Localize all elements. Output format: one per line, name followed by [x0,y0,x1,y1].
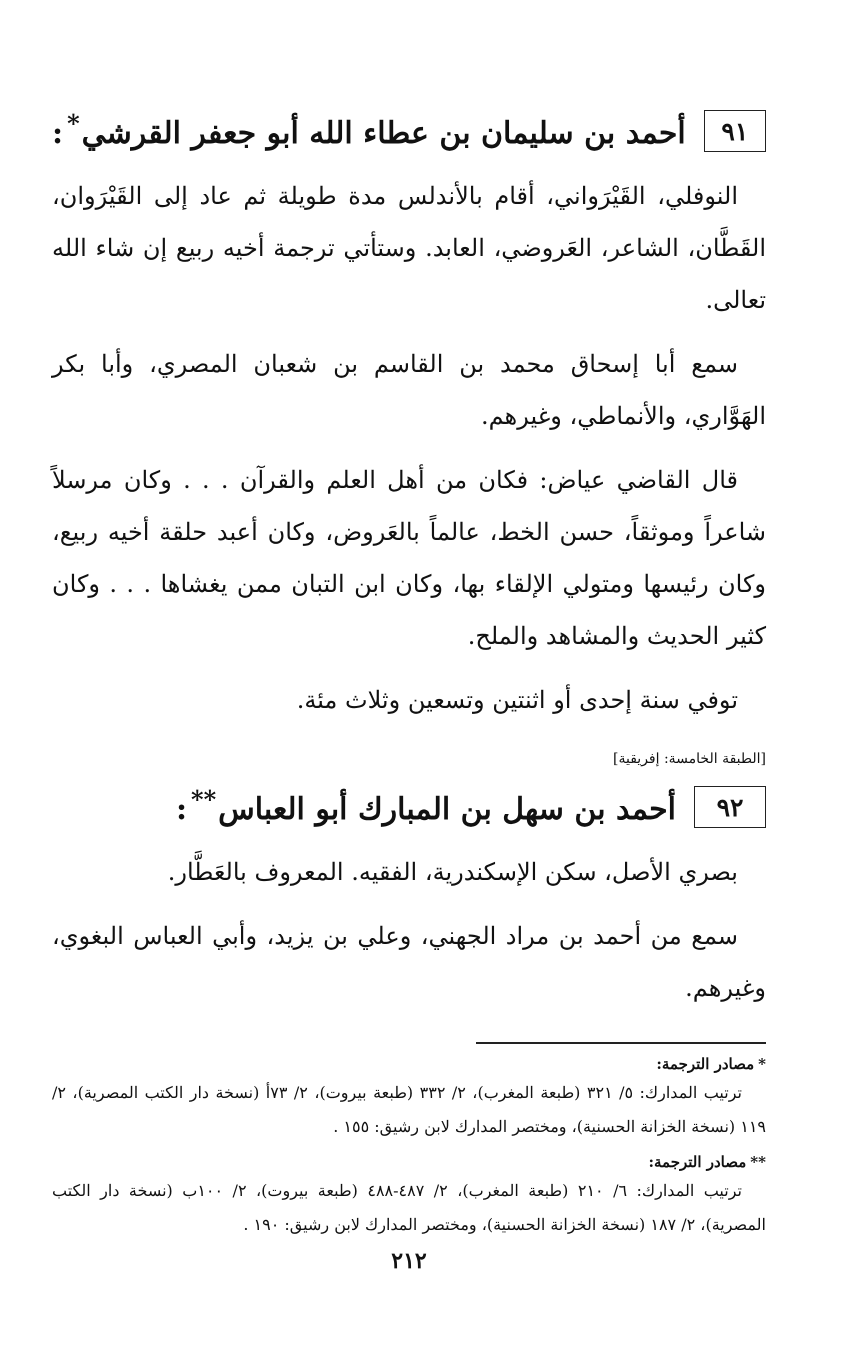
entry-91-header [52,110,766,152]
footnote-2-heading [52,1150,766,1174]
entry-title [52,110,686,152]
entry-91-paragraph-3: قال القاضي عياض: فكان من أهل العلم والقرآن . . . وكان مرسلاً شاعراً وموثقاً، حسن الخط، عالماً بالعَروض، وكان أعبد حلقة أخيه ربيع، وكان رئيسها ومتولي الإلقاء بها، وكان ابن التبان ممن يغشاها . . . وكان كثير الحديث والمشاهد والملح. [52,466,766,650]
entry-92-header [52,786,766,828]
footnote-marker: ** [191,785,217,814]
footnote-1-stars: * [758,1055,766,1073]
title-colon: : [52,116,64,151]
entry-title [176,786,676,828]
footnote-1-text: ترتيب المدارك: ٥/ ٣٢١ (طبعة المغرب)، ٢/ ٣٣٢ (طبعة بيروت)، ٢/ ٧٣أ (نسخة دار الكتب المصرية)، ٢/ ١١٩ (نسخة الخزانة الحسنية)، ومختصر المدارك لابن رشيق: ١٥٥ . [52,1083,766,1136]
tabaqa-note: [الطبقة الخامسة: إفريقية] [613,751,766,767]
entry-number-box: ٩١ [704,110,766,152]
footnote-2-heading-text: مصادر الترجمة: [648,1153,747,1171]
footnote-divider [476,1042,766,1044]
entry-91-paragraph-2: سمع أبا إسحاق محمد بن القاسم بن شعبان المصري، وأبا بكر الهَوَّاري، والأنماطي، وغيرهم. [52,350,766,430]
footnote-marker: * [67,109,80,138]
entry-92-paragraph-2: سمع من أحمد بن مراد الجهني، وعلي بن يزيد، وأبي العباس البغوي، وغيرهم. [52,922,766,1002]
footnote-2-stars: ** [750,1153,766,1171]
entry-91-paragraph-4: توفي سنة إحدى أو اثنتين وتسعين وثلاث مئة. [296,686,738,714]
entry-91-paragraph-1: النوفلي، القَيْرَواني، أقام بالأندلس مدة طويلة ثم عاد إلى القَيْرَوان، القَطَّان، الشاعر، العَروضي، العابد. وستأتي ترجمة أخيه ربيع إن شاء الله تعالى. [52,182,766,314]
entry-title-text: أحمد بن سهل بن المبارك أبو العباس [218,792,676,827]
footnote-1-heading-text: مصادر الترجمة: [656,1055,755,1073]
page-number: ٢١٢ [391,1248,427,1274]
book-page [52,110,766,1350]
entry-92-paragraph-1: بصري الأصل، سكن الإسكندرية، الفقيه. المعروف بالعَطَّار. [167,858,738,886]
footnote-2-text: ترتيب المدارك: ٦/ ٢١٠ (طبعة المغرب)، ٢/ ٤٨٧-٤٨٨ (طبعة بيروت)، ٢/ ١٠٠ب (نسخة دار الكتب المصرية)، ٢/ ١٨٧ (نسخة الخزانة الحسنية)، ومختصر المدارك لابن رشيق: ١٩٠ . [52,1181,766,1234]
entry-number-box: ٩٢ [694,786,766,828]
footnote-1-heading [52,1052,766,1076]
entry-title-text: أحمد بن سليمان بن عطاء الله أبو جعفر القرشي [81,116,686,151]
title-colon: : [175,792,188,827]
